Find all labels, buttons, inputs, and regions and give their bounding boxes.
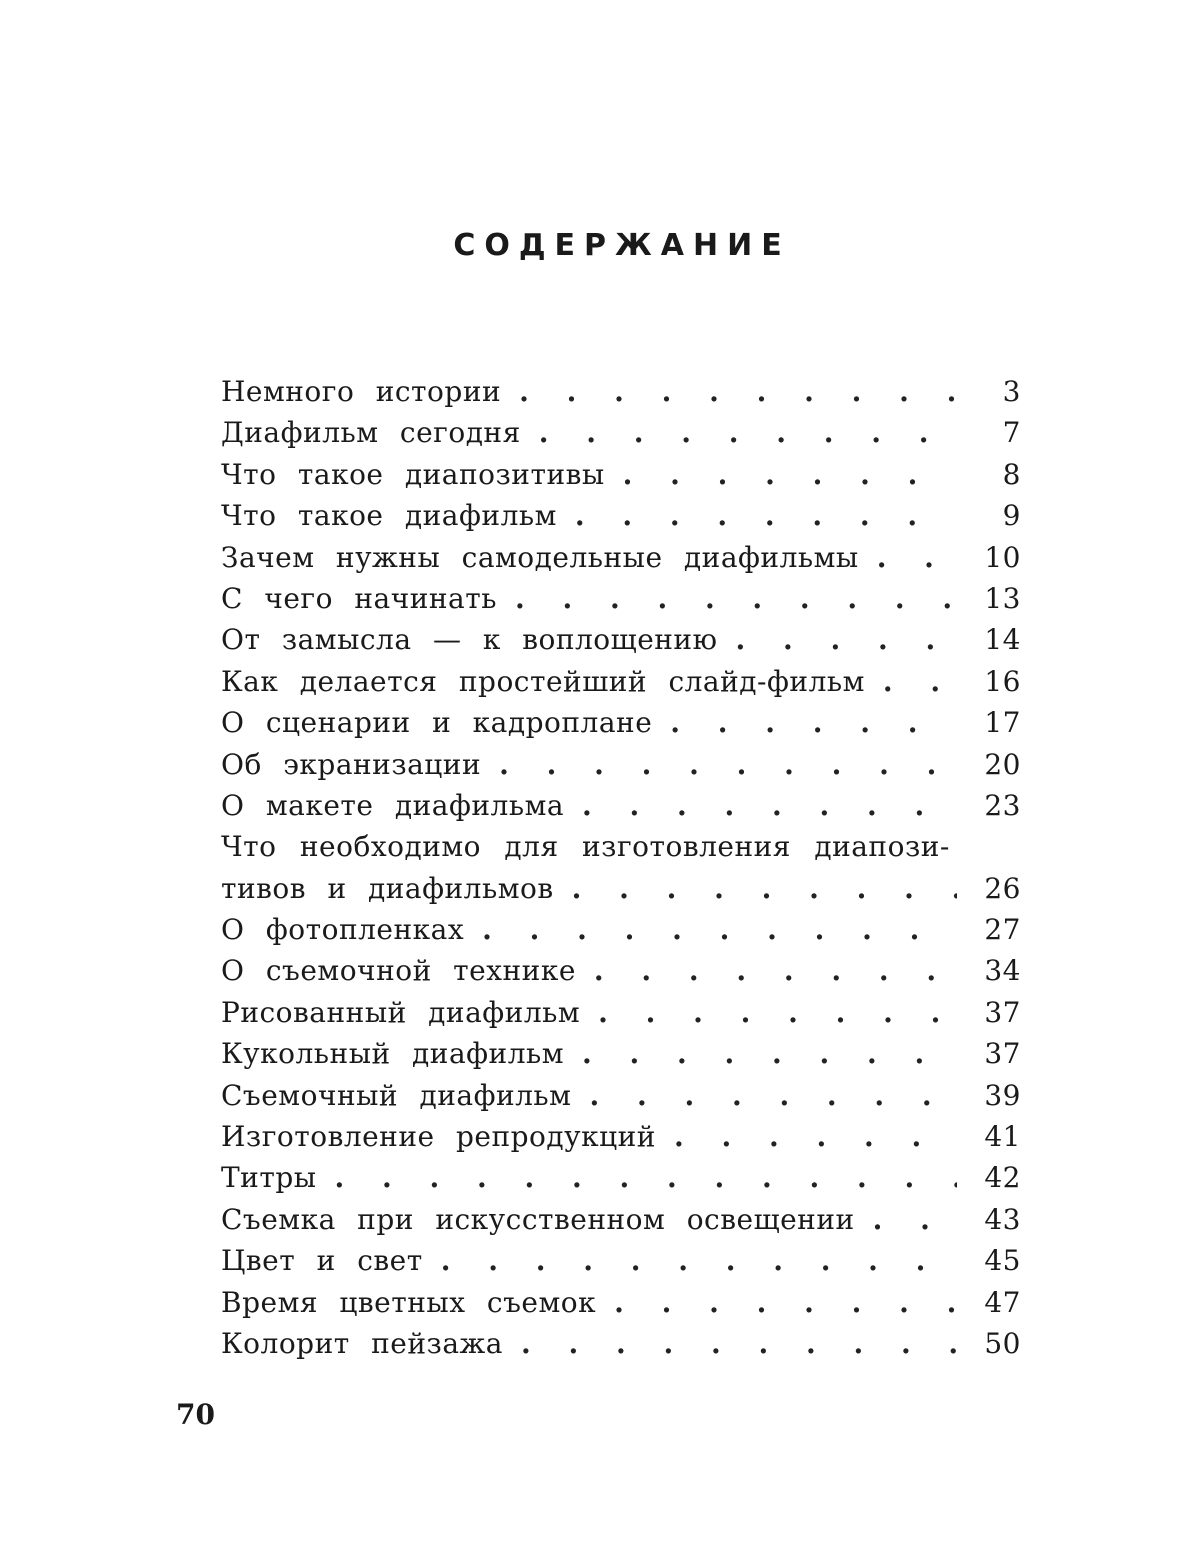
toc-entry-title: Что необходимо для изготовления диапози- [221,830,950,864]
toc-entry-title: О макете диафильма [221,788,565,822]
toc-entry-title: тивов и диафильмов [221,871,554,905]
toc-entry-title: Съемка при искусственном освещении [221,1202,855,1236]
toc-entry [221,1033,1021,1074]
dot-leader [674,1116,957,1157]
dot-leader [582,785,957,826]
toc-entry-page: 27 [984,913,1021,947]
toc-entry-page: 10 [984,540,1021,574]
toc-entry-page: 7 [1002,416,1021,450]
toc-entry-page: 13 [984,581,1021,615]
toc-entry-title: О съемочной технике [221,954,576,988]
toc-entry [221,495,1021,536]
dot-leader [441,1240,957,1281]
dot-leader [539,412,957,453]
toc-entry-title: О фотопленках [221,913,465,947]
toc-entry-page: 41 [984,1120,1021,1154]
toc-entry-page: 23 [984,788,1021,822]
dot-leader [575,495,957,536]
dot-leader [594,950,957,991]
toc-entry-page: 20 [984,747,1021,781]
toc-entry-page: 37 [984,1037,1021,1071]
toc-entry-page: 14 [984,623,1021,657]
toc-entry-title: Цвет и свет [221,1244,423,1278]
toc-entry-title: О сценарии и кадроплане [221,706,653,740]
toc-entry [221,619,1021,660]
toc-entry-title: Что такое диапозитивы [221,457,605,491]
page-number: 70 [176,1398,215,1431]
toc-entry [221,412,1021,453]
page-title: СОДЕРЖАНИЕ [453,228,791,263]
toc-entry-title: Рисованный диафильм [221,995,581,1029]
dot-leader [670,702,957,743]
dot-leader [572,868,957,909]
toc-entry-title: От замысла — к воплощению [221,623,718,657]
toc-entry-page: 3 [1002,375,1021,408]
toc-entry-title: Об экранизации [221,747,482,781]
toc-entry [221,661,1021,702]
toc-entry-page: 45 [984,1244,1021,1278]
toc-entry-page: 37 [984,995,1021,1029]
dot-leader [499,744,957,785]
toc-entry-title: Что такое диафильм [221,499,557,533]
toc-entry-title: Время цветных съемок [221,1285,597,1319]
dot-leader [521,1323,957,1364]
toc-entry-page: 8 [1002,457,1021,491]
toc-entry [221,950,1021,991]
toc-entry [221,1323,1021,1364]
toc-entry [221,578,1021,619]
toc-entry-title: Колорит пейзажа [221,1326,503,1360]
toc-entry [221,1157,1021,1198]
toc-entry-page: 50 [984,1326,1021,1360]
toc-entry-title: Зачем нужны самодельные диафильмы [221,540,859,574]
dot-leader [873,1199,957,1240]
dot-leader [589,1075,957,1116]
dot-leader [614,1282,957,1323]
toc-entry-page: 26 [984,871,1021,905]
toc-entry-page: 39 [984,1078,1021,1112]
toc-entry-page: 42 [984,1161,1021,1195]
toc-entry-page: 43 [984,1202,1021,1236]
toc-entry [221,909,1021,950]
toc-entry [221,826,1021,867]
toc-entry-title: Как делается простейший слайд-фильм [221,664,865,698]
toc-entry [221,1199,1021,1240]
toc-entry [221,454,1021,495]
toc-entry-page: 16 [984,664,1021,698]
toc-entry-page: 34 [984,954,1021,988]
toc-entry-title: Кукольный диафильм [221,1037,565,1071]
toc-entry-title: Съемочный диафильм [221,1078,572,1112]
dot-leader [735,619,957,660]
dot-leader [335,1157,957,1198]
toc-entry-page: 9 [1002,499,1021,533]
toc-entry [221,537,1021,578]
toc-entry [221,785,1021,826]
toc-entry [221,1282,1021,1323]
dot-leader [519,371,957,412]
toc-entry [221,1116,1021,1157]
toc-entry-title: Диафильм сегодня [221,416,521,450]
toc-entry [221,371,1021,412]
dot-leader [582,1033,957,1074]
toc-entry [221,702,1021,743]
toc-entry [221,744,1021,785]
toc-entry-page: 47 [984,1285,1021,1319]
toc-entry-title: Титры [221,1161,317,1195]
dot-leader [877,537,957,578]
dot-leader [515,578,957,619]
dot-leader [598,992,957,1033]
toc-entry [221,992,1021,1033]
dot-leader [482,909,957,950]
dot-leader [623,454,957,495]
toc-entry-title: Немного истории [221,375,502,408]
toc-entry [221,1240,1021,1281]
toc-entry-page: 17 [984,706,1021,740]
toc-entry-title: С чего начинать [221,581,497,615]
toc-entry [221,868,1021,909]
toc-entry [221,1075,1021,1116]
toc-entry-title: Изготовление репродукций [221,1120,656,1154]
dot-leader [883,661,957,702]
table-of-contents [221,371,1021,1364]
